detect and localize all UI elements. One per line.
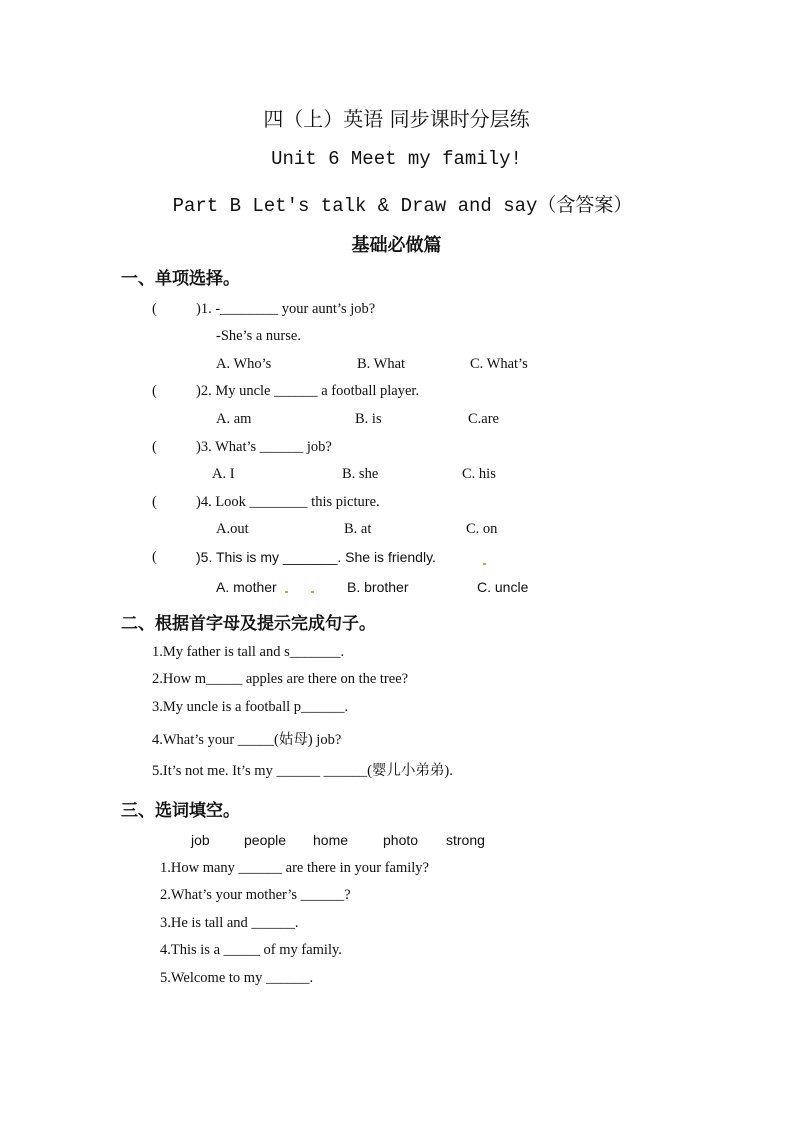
word-bank-item: home [313, 832, 349, 848]
section3-heading: 三、选词填空。 [121, 801, 240, 821]
answer-paren: ( [152, 549, 157, 565]
option-c: C. on [466, 521, 498, 537]
answer-paren: ( [152, 494, 157, 510]
mark-dot [483, 563, 486, 565]
question-stem: )5. This is my _______. She is friendly. [196, 549, 436, 565]
option-a: A. am [216, 411, 252, 427]
option-c: C.are [468, 411, 499, 427]
section2-heading: 二、根据首字母及提示完成句子。 [121, 614, 376, 634]
option-a: A. mother [216, 579, 277, 595]
part-title: Part B Let's talk & Draw and say（含答案） [172, 195, 633, 217]
option-c: C. What’s [470, 356, 528, 372]
section1-heading: 一、单项选择。 [121, 269, 240, 289]
list-item: 2.What’s your mother’s ______? [160, 887, 351, 903]
list-item: 2.How m_____ apples are there on the tree? [152, 671, 409, 687]
question-stem: )1. -________ your aunt’s job? [196, 301, 376, 317]
option-b: B. she [342, 466, 379, 482]
option-c: C. his [462, 466, 496, 482]
level-title: 基础必做篇 [351, 235, 442, 256]
mark-dot [285, 591, 288, 593]
answer-paren: ( [152, 301, 157, 317]
option-b: B. What [357, 356, 406, 372]
word-bank-item: photo [383, 832, 419, 848]
list-item: 5.Welcome to my ______. [160, 970, 314, 986]
option-a: A.out [216, 521, 249, 537]
list-item: 1.How many ______ are there in your family? [160, 860, 429, 876]
option-c: C. uncle [477, 579, 529, 595]
list-item: 1.My father is tall and s_______. [152, 644, 345, 660]
option-b: B. is [355, 411, 382, 427]
list-item: 4.What’s your _____(姑母) job? [152, 732, 342, 748]
page-title: 四（上）英语 同步课时分层练 [263, 107, 530, 131]
answer-paren: ( [152, 439, 157, 455]
word-bank-item: people [244, 832, 287, 848]
unit-title: Unit 6 Meet my family! [271, 148, 522, 170]
mark-dot [311, 591, 314, 593]
question-stem: )4. Look ________ this picture. [196, 494, 380, 510]
list-item: 5.It’s not me. It’s my ______ ______(婴儿小弟弟). [152, 763, 453, 779]
answer-paren: ( [152, 383, 157, 399]
list-item: 4.This is a _____ of my family. [160, 942, 342, 958]
option-b: B. brother [347, 579, 409, 595]
question-stem: )3. What’s ______ job? [196, 439, 332, 455]
list-item: 3.My uncle is a football p______. [152, 699, 349, 715]
list-item: 3.He is tall and ______. [160, 915, 299, 931]
option-a: A. Who’s [216, 356, 272, 372]
option-a: A. I [212, 466, 235, 482]
option-b: B. at [344, 521, 372, 537]
question-stem: )2. My uncle ______ a football player. [196, 383, 420, 399]
question-subline: -She’s a nurse. [216, 328, 301, 344]
word-bank-item: strong [446, 832, 485, 848]
word-bank-item: job [191, 832, 210, 848]
